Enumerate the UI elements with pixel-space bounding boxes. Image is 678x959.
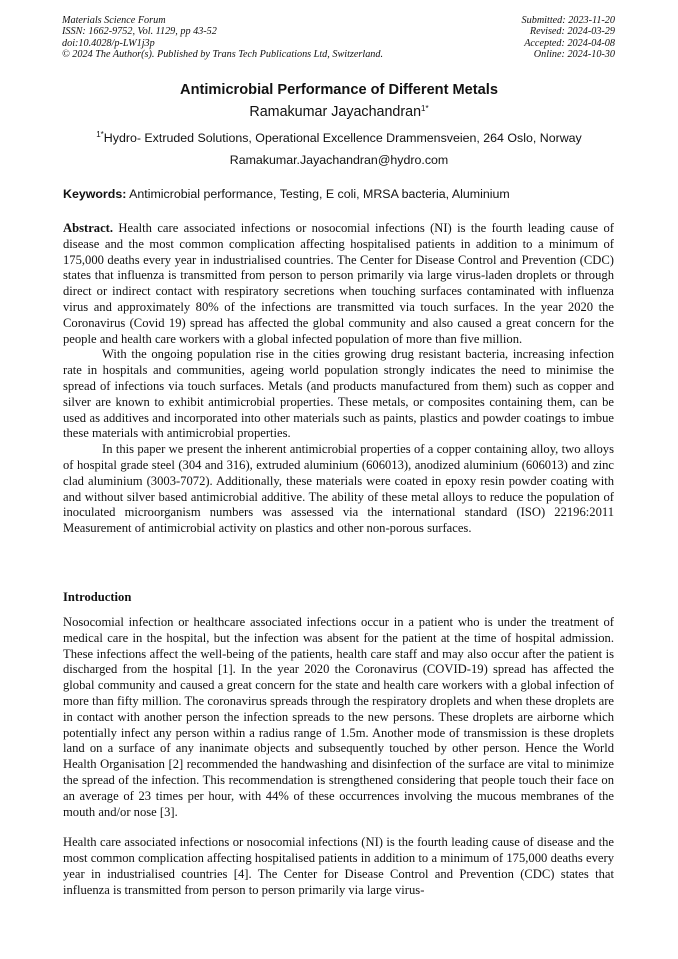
abstract-paragraph: With the ongoing population rise in the cities growing drug resistant bacteria, increasing infection rate in hospitals and communities, ageing world population strongly indicates the need to minimise the spread of infections via touch surfaces. Metals (and products manufactured from them) such as copper and silver are known to exhibit antimicrobial properties. These metals, or composites containing them, can be used as additives and incorporated into other materials such as paints, plastics and powder coatings to imbue these materials with antimicrobial properties. — [63, 347, 614, 441]
body-paragraph: Health care associated infections or nosocomial infections (NI) is the fourth leading cause of disease and the most common complication affecting hospitalised patients in addition to a minimum of 175,000 deaths every year in industrialised countries [4]. The Center for Disease Control and Prevention (CDC) states that influenza is transmitted from person to person primarily via large virus- — [63, 835, 614, 897]
body-paragraph: Nosocomial infection or healthcare associated infections occur in a patient who is under the treatment of medical care in the hospital, but the infection was absent for the patient at the time of hospital admission. These infections affect the well-being of the patients, health care staff and may also occur after the patient is discharged from the hospital [1]. In the year 2020 the Coronavirus (COVID-19) spread has affected the global community and caused a great concern for the state and health care workers with a global infection of more than fifty million. The coronavirus spreads through the respiratory droplets and when these droplets are in contact with another person the infection spreads to the new persons. These droplets are airborne which potentially infect any person within a radius range of 1.5m. Another mode of transmission is these droplets land on a surface of any inanimate objects and subsequently touched by other person. Hence the World Health Organisation [2] recommended the handwashing and disinfection of the surface are vital to minimize the spread of the infection. This recommendation is strengthened considering that people touch their face on an average of 23 times per hour, with 44% of these occurrences involving the mucous membranes of the mouth and/or nose [3]. — [63, 615, 614, 819]
date-submitted: Submitted: 2023-11-20 — [521, 15, 615, 26]
abstract-paragraph: Abstract. Health care associated infections or nosocomial infections (NI) is the fourth leading cause of disease and the most common complication affecting hospitalised patients in addition to a minimum of 175,000 deaths every year in industrialised countries. The Center for Disease Control and Prevention (CDC) states that influenza is transmitted from person to person primarily via large virus-laden droplets or through direct or indirect contact with respiratory secretions when touching surfaces contaminated with influenza virus and approximately 80% of the infections are transmitted via touch surfaces. In the year 2020 the Coronavirus (Covid 19) spread has affected the global community and also caused a great concern for the people and health care workers with a global infected population of more than five million. — [63, 221, 615, 346]
paper-title: Antimicrobial Performance of Different Metals — [180, 82, 498, 98]
author-email: Ramakumar.Jayachandran@hydro.com — [229, 153, 449, 167]
journal-name: Materials Science Forum — [62, 15, 166, 26]
introduction-section — [63, 615, 614, 899]
affiliation-mark: 1* — [96, 130, 104, 139]
abstract-section — [63, 221, 614, 537]
date-accepted: Accepted: 2024-04-08 — [524, 37, 615, 49]
keywords-label: Keywords: — [63, 187, 127, 201]
author-mark: 1* — [421, 104, 429, 113]
abstract-paragraph: In this paper we present the inherent antimicrobial properties of a copper containing alloy, two alloys of hospital grade steel (304 and 316), extruded aluminium (606013), anodized aluminium (606013) and zinc clad aluminium (3003-7072). Additionally, these materials were coated in epoxy resin powder coating with and without silver based antimicrobial additive. The ability of these metal alloys to reduce the population of inoculated microorganism numbers was assessed via the international standard (ISO) 22196:2011 Measurement of antimicrobial activity on plastics and other non-porous surfaces. — [63, 442, 614, 536]
keywords-text: Antimicrobial performance, Testing, E coli, MRSA bacteria, Aluminium — [129, 187, 510, 201]
author-line — [0, 104, 678, 120]
author-name: Ramakumar Jayachandran — [249, 104, 422, 120]
journal-copyright: © 2024 The Author(s). Published by Trans Tech Publications Ltd, Switzerland. — [62, 49, 384, 61]
journal-doi: doi:10.4028/p-LW1j3p — [62, 37, 155, 49]
affiliation-line — [0, 131, 678, 145]
date-revised: Revised: 2024-03-29 — [529, 26, 615, 38]
section-heading: Introduction — [63, 590, 132, 604]
keywords — [63, 187, 619, 201]
abstract-label: Abstract. — [63, 221, 114, 235]
journal-info — [62, 15, 383, 61]
date-online: Online: 2024-10-30 — [533, 49, 615, 61]
journal-issn: ISSN: 1662-9752, Vol. 1129, pp 43-52 — [62, 26, 217, 38]
publication-dates — [522, 15, 615, 61]
affiliation-text: Hydro- Extruded Solutions, Operational Excellence Drammensveien, 264 Oslo, Norway — [103, 131, 582, 145]
